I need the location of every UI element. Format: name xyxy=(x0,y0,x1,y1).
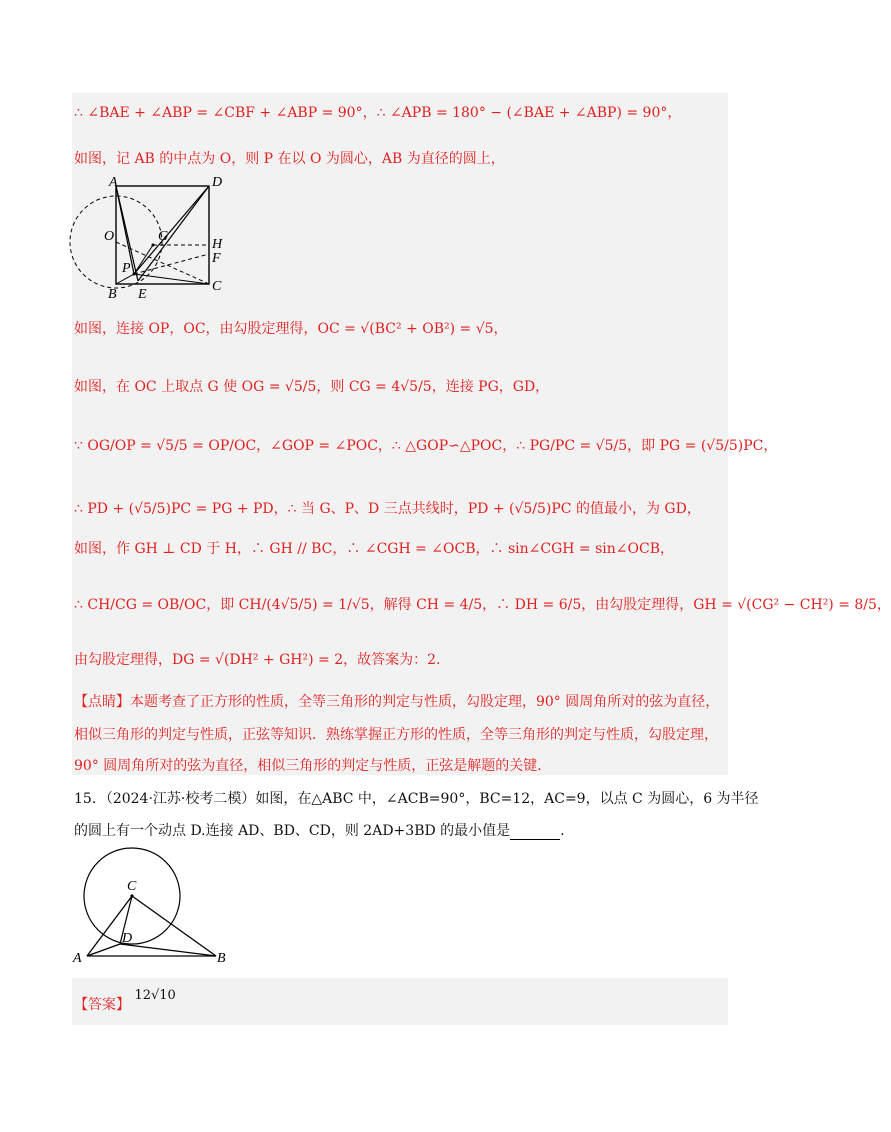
label-D2: D xyxy=(122,931,133,946)
label-C2: C xyxy=(127,879,137,894)
comment-line-3: 90° 圆周角所对的弦为直径，相似三角形的判定与性质，正弦是解题的关键． xyxy=(74,758,552,774)
question-line-1: 15．（2024·江苏·校考二模）如图，在△ABC 中，∠ACB=90°，BC=12，AC=9，以点 C 为圆心，6 为半径 xyxy=(74,791,759,807)
square-circle-figure xyxy=(70,172,230,302)
solution-line-2: 如图，记 AB 的中点为 O，则 P 在以 O 为圆心，AB 为直径的圆上， xyxy=(74,151,505,167)
answer-blank xyxy=(510,825,560,840)
comment-line-1: 【点睛】本题考查了正方形的性质，全等三角形的判定与性质，勾股定理，90° 圆周角所对的弦为直径， xyxy=(74,694,720,710)
label-C: C xyxy=(212,279,222,294)
label-B: B xyxy=(108,287,117,302)
label-B2: B xyxy=(217,951,226,966)
solution-line-5: ∵ OG/OP = √5/5 = OP/OC，∠GOP = ∠POC，∴ △GOP∽△POC，∴ PG/PC = √5/5，即 PG = (√5/5)PC， xyxy=(74,438,778,454)
solution-line-9: 由勾股定理得，DG = √(DH² + GH²) = 2，故答案为：2. xyxy=(74,652,441,668)
triangle-circle-figure xyxy=(70,850,240,970)
question-line-2 xyxy=(74,822,565,840)
answer-label: 【答案】 xyxy=(74,997,130,1013)
label-P: P xyxy=(122,261,131,276)
solution-line-3: 如图，连接 OP，OC，由勾股定理得，OC = √(BC² + OB²) = √5， xyxy=(74,321,508,337)
solution-line-6: ∴ PD + (√5/5)PC = PG + PD，∴ 当 G、P、D 三点共线时，PD + (√5/5)PC 的值最小，为 GD， xyxy=(74,501,701,517)
solution-line-7: 如图，作 GH ⊥ CD 于 H，∴ GH // BC，∴ ∠CGH = ∠OCB，∴ sin∠CGH = sin∠OCB， xyxy=(74,541,674,557)
question-line-2-text: 的圆上有一个动点 D.连接 AD、BD、CD，则 2AD+3BD 的最小值是 xyxy=(74,823,511,839)
label-O: O xyxy=(104,229,115,244)
label-F: F xyxy=(212,251,221,266)
solution-line-4: 如图，在 OC 上取点 G 使 OG = √5/5，则 CG = 4√5/5，连接 PG，GD， xyxy=(74,379,550,395)
label-A: A xyxy=(109,175,118,190)
answer-line xyxy=(74,988,176,1015)
solution-line-8: ∴ CH/CG = OB/OC，即 CH/(4√5/5) = 1/√5，解得 CH = 4/5，∴ DH = 6/5，由勾股定理得，GH = √(CG² − CH²) = 8/5， xyxy=(74,597,891,613)
label-E: E xyxy=(138,287,147,302)
comment-line-2: 相似三角形的判定与性质，正弦等知识．熟练掌握正方形的性质，全等三角形的判定与性质，勾股定理， xyxy=(74,727,718,743)
label-D: D xyxy=(212,175,223,190)
answer-value: 12√10 xyxy=(134,988,176,1003)
label-A2: A xyxy=(73,951,82,966)
label-H: H xyxy=(212,237,223,252)
question-line-2-end: . xyxy=(560,823,565,839)
solution-line-1: ∴ ∠BAE + ∠ABP = ∠CBF + ∠ABP = 90°，∴ ∠APB = 180° − (∠BAE + ∠ABP) = 90°， xyxy=(74,105,682,121)
label-G: G xyxy=(158,229,169,244)
